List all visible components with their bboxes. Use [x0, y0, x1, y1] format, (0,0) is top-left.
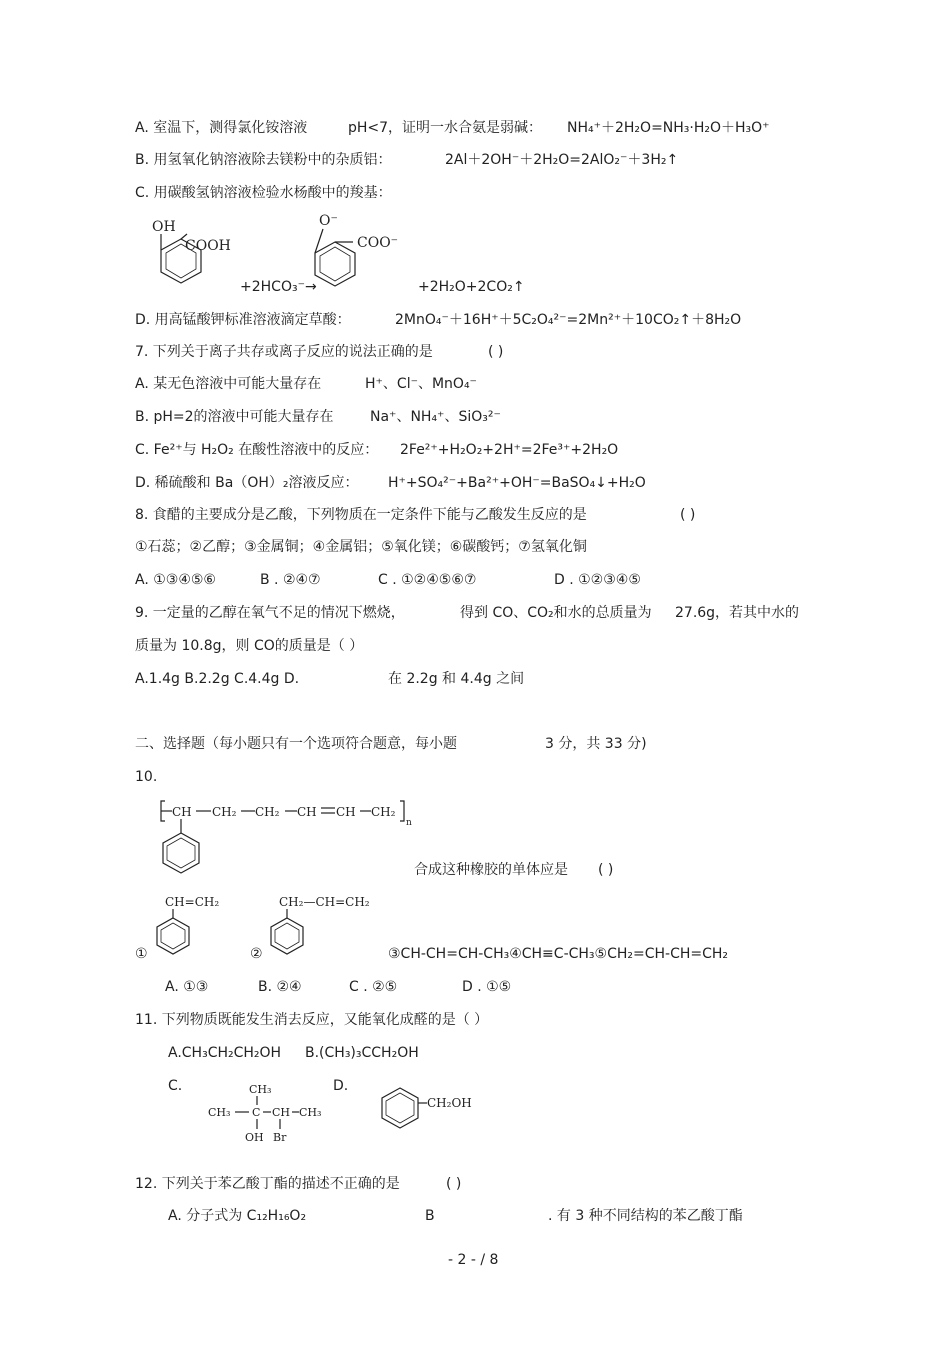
- polymer-structure: [155, 795, 425, 875]
- styrene-structure: [155, 890, 235, 960]
- q12-option-b-label: B: [425, 1208, 435, 1224]
- section-2-score: 3 分，共 33 分): [545, 736, 647, 752]
- q10-number: 10.: [135, 769, 158, 785]
- poly-ch2-2: CH₂: [255, 805, 280, 819]
- q10-mark-2: ②: [250, 946, 263, 962]
- q6-d-equation: 2MnO₄⁻＋16H⁺＋5C₂O₄²⁻=2Mn²⁺＋10CO₂↑＋8H₂O: [395, 312, 742, 328]
- q11-option-a: A.CH₃CH₂CH₂OH: [168, 1045, 282, 1061]
- q12-option-b: . 有 3 种不同结构的苯乙酸丁酯: [548, 1208, 743, 1224]
- q6-d-lead: D. 用高锰酸钾标准溶液滴定草酸：: [135, 312, 351, 328]
- q11-c-structure: [205, 1078, 325, 1148]
- q6-c-lead: C. 用碳酸氢钠溶液检验水杨酸中的羧基：: [135, 185, 392, 201]
- q6-c-end: +2H₂O+2CO₂↑: [418, 279, 525, 295]
- section-2-title: 二、选择题（每小题只有一个选项符合题意，每小题: [135, 736, 457, 752]
- q10-mark-1: ①: [135, 946, 148, 962]
- q9-stem-1: 9. 一定量的乙醇在氧气不足的情况下燃烧，: [135, 605, 405, 621]
- c-struct-ch3-top: CH₃: [249, 1083, 272, 1096]
- q8-option-a: A. ①③④⑤⑥: [135, 572, 216, 588]
- q10-monomers-3-5: ③CH-CH=CH-CH₃④CH≡C-CH₃⑤CH₂=CH-CH=CH₂: [388, 946, 729, 962]
- q7-c-lead: C. Fe²⁺与 H₂O₂ 在酸性溶液中的反应：: [135, 442, 379, 458]
- page-number: - 2 - / 8: [448, 1252, 499, 1268]
- q9-options: A.1.4g B.2.2g C.4.4g D.: [135, 671, 300, 687]
- q10-stem: 合成这种橡胶的单体应是: [414, 862, 568, 878]
- poly-ch2-3: CH₂: [371, 805, 396, 819]
- c-struct-ch3-left: CH₃: [208, 1106, 231, 1119]
- q7-b-ions: Na⁺、NH₄⁺、SiO₃²⁻: [370, 409, 501, 425]
- styrene-label: CH=CH₂: [165, 895, 220, 909]
- q6-a-ph: pH<7，证明一水合氨是弱碱：: [348, 120, 543, 136]
- benzyl-ch2oh-label: CH₂OH: [427, 1096, 472, 1110]
- q6-a-lead: A. 室温下，测得氯化铵溶液: [135, 120, 308, 136]
- poly-ch2-1: CH₂: [212, 805, 237, 819]
- benzyl-alcohol-structure: [375, 1082, 485, 1142]
- struct-coo-minus-label: COO⁻: [357, 235, 399, 251]
- struct-cooh-label: COOH: [185, 238, 231, 254]
- struct-o-minus-label: O⁻: [319, 213, 338, 229]
- q9-stem-3: 27.6g，若其中水的: [675, 605, 800, 621]
- q9-stem-4: 质量为 10.8g，则 CO的质量是（ ）: [135, 638, 364, 654]
- struct-oh-label: OH: [152, 219, 176, 235]
- q6-b-lead: B. 用氢氧化钠溶液除去镁粉中的杂质铝：: [135, 152, 392, 168]
- c-struct-ch: CH: [272, 1106, 291, 1119]
- q9-option-d: 在 2.2g 和 4.4g 之间: [388, 671, 525, 687]
- poly-ch-3: CH: [336, 805, 356, 819]
- q11-option-b: B.(CH₃)₃CCH₂OH: [305, 1045, 419, 1061]
- poly-ch-1: CH: [172, 805, 192, 819]
- poly-n: n: [406, 818, 412, 828]
- q10-option-c: C . ②⑤: [349, 979, 398, 995]
- q7-answer-paren: ( ): [488, 344, 504, 360]
- salicylic-acid-structure: [125, 210, 245, 295]
- q8-answer-paren: ( ): [680, 507, 696, 523]
- q7-d-lead: D. 稀硫酸和 Ba（OH）₂溶液反应：: [135, 475, 359, 491]
- allylbenzene-structure: [265, 890, 385, 960]
- c-struct-c: C: [252, 1106, 261, 1119]
- q10-option-a: A. ①③: [165, 979, 209, 995]
- q8-option-c: C . ①②④⑤⑥⑦: [378, 572, 477, 588]
- q12-stem: 12. 下列关于苯乙酸丁酯的描述不正确的是: [135, 1176, 400, 1192]
- q6-a-equation: NH₄⁺＋2H₂O=NH₃·H₂O＋H₃O⁺: [567, 120, 770, 136]
- q10-option-d: D . ①⑤: [462, 979, 512, 995]
- q7-stem: 7. 下列关于离子共存或离子反应的说法正确的是: [135, 344, 433, 360]
- q9-stem-2: 得到 CO、CO₂和水的总质量为: [460, 605, 652, 621]
- q7-b-lead: B. pH=2的溶液中可能大量存在: [135, 409, 334, 425]
- q6-b-equation: 2Al＋2OH⁻＋2H₂O=2AlO₂⁻＋3H₂↑: [445, 152, 679, 168]
- c-struct-ch3-right: CH₃: [299, 1106, 322, 1119]
- q10-option-b: B. ②④: [258, 979, 302, 995]
- q7-a-lead: A. 某无色溶液中可能大量存在: [135, 376, 322, 392]
- q11-option-d: D.: [333, 1078, 349, 1094]
- q10-answer-paren: ( ): [598, 862, 614, 878]
- q11-option-c: C.: [168, 1078, 183, 1094]
- q6-c-mid: +2HCO₃⁻→: [240, 279, 317, 295]
- q8-items: ①石蕊；②乙醇；③金属铜；④金属铝；⑤氧化镁；⑥碳酸钙；⑦氢氧化铜: [135, 539, 587, 555]
- q11-stem: 11. 下列物质既能发生消去反应，又能氧化成醛的是（ ）: [135, 1012, 489, 1028]
- q7-c-equation: 2Fe²⁺+H₂O₂+2H⁺=2Fe³⁺+2H₂O: [400, 442, 619, 458]
- allylbenzene-label: CH₂—CH=CH₂: [279, 895, 370, 909]
- q12-answer-paren: ( ): [446, 1176, 462, 1192]
- q8-option-d: D . ①②③④⑤: [554, 572, 641, 588]
- q8-stem: 8. 食醋的主要成分是乙酸，下列物质在一定条件下能与乙酸发生反应的是: [135, 507, 587, 523]
- q7-a-ions: H⁺、Cl⁻、MnO₄⁻: [365, 376, 477, 392]
- salicylate-structure: [295, 205, 420, 295]
- q6-option-a: [135, 119, 307, 137]
- poly-ch-2: CH: [297, 805, 317, 819]
- c-struct-br: Br: [273, 1131, 287, 1144]
- q8-option-b: B . ②④⑦: [260, 572, 321, 588]
- q12-option-a: A. 分子式为 C₁₂H₁₆O₂: [168, 1208, 307, 1224]
- c-struct-oh: OH: [245, 1131, 264, 1144]
- q7-d-equation: H⁺+SO₄²⁻+Ba²⁺+OH⁻=BaSO₄↓+H₂O: [388, 475, 646, 491]
